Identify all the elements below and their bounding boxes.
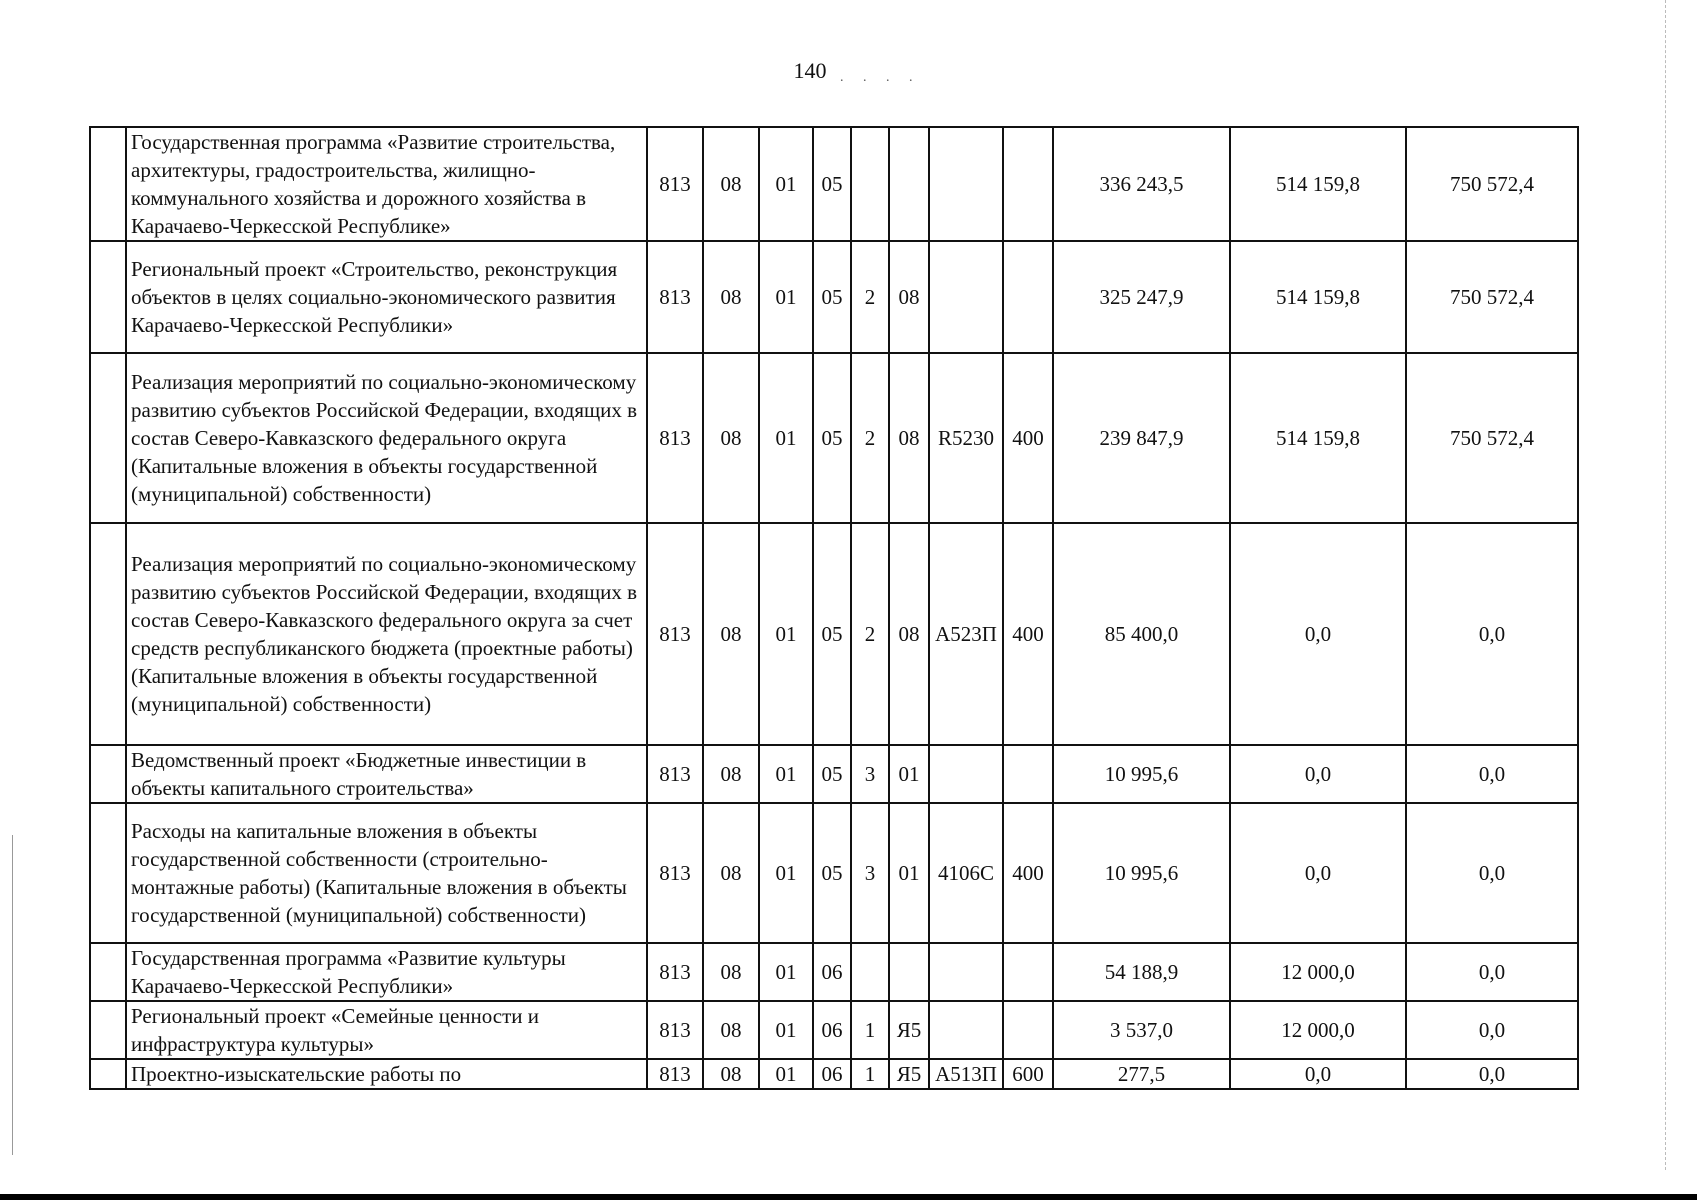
row-description: Региональный проект «Семейные ценности и инфраструктура культуры» xyxy=(126,1001,647,1059)
row-amount-year-2: 514 159,8 xyxy=(1230,127,1406,241)
row-section-code: 08 xyxy=(703,353,759,523)
row-number-cell xyxy=(90,1059,126,1089)
row-direction-code xyxy=(929,241,1003,353)
row-subsection-code: 01 xyxy=(759,353,813,523)
row-amount-year-3: 0,0 xyxy=(1406,523,1578,745)
row-expense-type-code: 400 xyxy=(1003,353,1053,523)
row-program-code: 05 xyxy=(813,745,851,803)
row-program-code: 06 xyxy=(813,1059,851,1089)
row-section-code: 08 xyxy=(703,1059,759,1089)
row-section-code: 08 xyxy=(703,127,759,241)
row-amount-year-1: 10 995,6 xyxy=(1053,745,1230,803)
table-row xyxy=(90,803,1578,943)
row-expense-type-code: 600 xyxy=(1003,1059,1053,1089)
row-amount-year-2: 0,0 xyxy=(1230,803,1406,943)
row-project-code: 08 xyxy=(889,353,929,523)
table-row xyxy=(90,943,1578,1001)
row-expense-type-code xyxy=(1003,943,1053,1001)
row-number-cell xyxy=(90,523,126,745)
row-ministry-code: 813 xyxy=(647,127,703,241)
row-amount-year-2: 12 000,0 xyxy=(1230,943,1406,1001)
table-row xyxy=(90,1059,1578,1089)
row-project-type-code: 2 xyxy=(851,241,889,353)
table-row xyxy=(90,745,1578,803)
row-amount-year-1: 10 995,6 xyxy=(1053,803,1230,943)
row-amount-year-1: 277,5 xyxy=(1053,1059,1230,1089)
row-amount-year-1: 54 188,9 xyxy=(1053,943,1230,1001)
row-project-type-code: 1 xyxy=(851,1001,889,1059)
row-amount-year-3: 0,0 xyxy=(1406,803,1578,943)
table-row xyxy=(90,127,1578,241)
row-section-code: 08 xyxy=(703,803,759,943)
row-amount-year-1: 336 243,5 xyxy=(1053,127,1230,241)
row-project-type-code: 3 xyxy=(851,803,889,943)
row-amount-year-2: 0,0 xyxy=(1230,1059,1406,1089)
row-project-code xyxy=(889,127,929,241)
row-description: Расходы на капитальные вложения в объекты государственной собственности (строительно-монтажные работы) (Капитальные вложения в объекты государственной (муниципальной) собственности) xyxy=(126,803,647,943)
table-row xyxy=(90,241,1578,353)
row-expense-type-code: 400 xyxy=(1003,523,1053,745)
row-project-type-code: 3 xyxy=(851,745,889,803)
row-subsection-code: 01 xyxy=(759,127,813,241)
row-direction-code xyxy=(929,127,1003,241)
row-number-cell xyxy=(90,1001,126,1059)
row-expense-type-code xyxy=(1003,241,1053,353)
row-program-code: 05 xyxy=(813,803,851,943)
row-section-code: 08 xyxy=(703,745,759,803)
row-amount-year-2: 12 000,0 xyxy=(1230,1001,1406,1059)
row-subsection-code: 01 xyxy=(759,943,813,1001)
row-number-cell xyxy=(90,803,126,943)
page-number: 140 xyxy=(793,58,827,83)
row-direction-code: А513П xyxy=(929,1059,1003,1089)
row-description: Реализация мероприятий по социально-экономическому развитию субъектов Российской Федерации, входящих в состав Северо-Кавказского федерального округа (Капитальные вложения в объекты государственной (муниципальной) собственности) xyxy=(126,353,647,523)
row-amount-year-3: 750 572,4 xyxy=(1406,241,1578,353)
scan-bottom-border xyxy=(0,1194,1697,1200)
row-amount-year-3: 750 572,4 xyxy=(1406,127,1578,241)
row-subsection-code: 01 xyxy=(759,1001,813,1059)
row-project-type-code: 2 xyxy=(851,353,889,523)
row-program-code: 05 xyxy=(813,241,851,353)
row-section-code: 08 xyxy=(703,523,759,745)
row-ministry-code: 813 xyxy=(647,1059,703,1089)
row-amount-year-2: 0,0 xyxy=(1230,745,1406,803)
row-amount-year-1: 239 847,9 xyxy=(1053,353,1230,523)
row-program-code: 05 xyxy=(813,127,851,241)
row-amount-year-3: 750 572,4 xyxy=(1406,353,1578,523)
row-number-cell xyxy=(90,943,126,1001)
row-amount-year-3: 0,0 xyxy=(1406,745,1578,803)
row-number-cell xyxy=(90,127,126,241)
row-subsection-code: 01 xyxy=(759,1059,813,1089)
row-direction-code xyxy=(929,1001,1003,1059)
table-row xyxy=(90,523,1578,745)
row-section-code: 08 xyxy=(703,241,759,353)
row-subsection-code: 01 xyxy=(759,523,813,745)
row-ministry-code: 813 xyxy=(647,241,703,353)
row-program-code: 05 xyxy=(813,353,851,523)
row-ministry-code: 813 xyxy=(647,803,703,943)
row-expense-type-code xyxy=(1003,745,1053,803)
row-number-cell xyxy=(90,745,126,803)
row-expense-type-code: 400 xyxy=(1003,803,1053,943)
row-project-code: Я5 xyxy=(889,1001,929,1059)
row-direction-code: А523П xyxy=(929,523,1003,745)
row-program-code: 05 xyxy=(813,523,851,745)
row-direction-code: R5230 xyxy=(929,353,1003,523)
row-description: Ведомственный проект «Бюджетные инвестиции в объекты капитального строительства» xyxy=(126,745,647,803)
row-amount-year-2: 514 159,8 xyxy=(1230,353,1406,523)
row-section-code: 08 xyxy=(703,943,759,1001)
row-direction-code xyxy=(929,943,1003,1001)
row-ministry-code: 813 xyxy=(647,943,703,1001)
row-amount-year-3: 0,0 xyxy=(1406,943,1578,1001)
row-ministry-code: 813 xyxy=(647,1001,703,1059)
row-project-code: 01 xyxy=(889,745,929,803)
row-project-type-code: 1 xyxy=(851,1059,889,1089)
row-description: Государственная программа «Развитие строительства, архитектуры, градостроительства, жилищно-коммунального хозяйства и дорожного хозяйства в Карачаево-Черкесской Республике» xyxy=(126,127,647,241)
scan-edge-left xyxy=(12,835,13,1155)
row-subsection-code: 01 xyxy=(759,803,813,943)
budget-table xyxy=(89,126,1579,1090)
row-program-code: 06 xyxy=(813,1001,851,1059)
table-row xyxy=(90,353,1578,523)
row-expense-type-code xyxy=(1003,1001,1053,1059)
row-project-code: 01 xyxy=(889,803,929,943)
table-row xyxy=(90,1001,1578,1059)
row-description: Государственная программа «Развитие культуры Карачаево-Черкесской Республики» xyxy=(126,943,647,1001)
row-amount-year-3: 0,0 xyxy=(1406,1059,1578,1089)
row-project-code: 08 xyxy=(889,523,929,745)
row-project-type-code: 2 xyxy=(851,523,889,745)
row-project-code xyxy=(889,943,929,1001)
row-project-code: 08 xyxy=(889,241,929,353)
row-amount-year-3: 0,0 xyxy=(1406,1001,1578,1059)
row-subsection-code: 01 xyxy=(759,241,813,353)
row-subsection-code: 01 xyxy=(759,745,813,803)
row-direction-code xyxy=(929,745,1003,803)
row-program-code: 06 xyxy=(813,943,851,1001)
row-amount-year-2: 514 159,8 xyxy=(1230,241,1406,353)
row-amount-year-1: 85 400,0 xyxy=(1053,523,1230,745)
row-project-type-code xyxy=(851,943,889,1001)
header-dots: . . . . xyxy=(840,70,921,85)
row-number-cell xyxy=(90,353,126,523)
row-expense-type-code xyxy=(1003,127,1053,241)
row-description: Проектно-изыскательские работы по xyxy=(126,1059,647,1089)
row-ministry-code: 813 xyxy=(647,353,703,523)
row-direction-code: 4106С xyxy=(929,803,1003,943)
row-description: Региональный проект «Строительство, реконструкция объектов в целях социально-экономического развития Карачаево-Черкесской Республики» xyxy=(126,241,647,353)
row-section-code: 08 xyxy=(703,1001,759,1059)
row-amount-year-2: 0,0 xyxy=(1230,523,1406,745)
row-number-cell xyxy=(90,241,126,353)
row-description: Реализация мероприятий по социально-экономическому развитию субъектов Российской Федерации, входящих в состав Северо-Кавказского федерального округа за счет средств республиканского бюджета (проектные работы) (Капитальные вложения в объекты государственной (муниципальной) собственности) xyxy=(126,523,647,745)
row-ministry-code: 813 xyxy=(647,745,703,803)
row-project-code: Я5 xyxy=(889,1059,929,1089)
row-amount-year-1: 325 247,9 xyxy=(1053,241,1230,353)
row-ministry-code: 813 xyxy=(647,523,703,745)
row-project-type-code xyxy=(851,127,889,241)
row-amount-year-1: 3 537,0 xyxy=(1053,1001,1230,1059)
scan-edge-right xyxy=(1665,0,1667,1170)
